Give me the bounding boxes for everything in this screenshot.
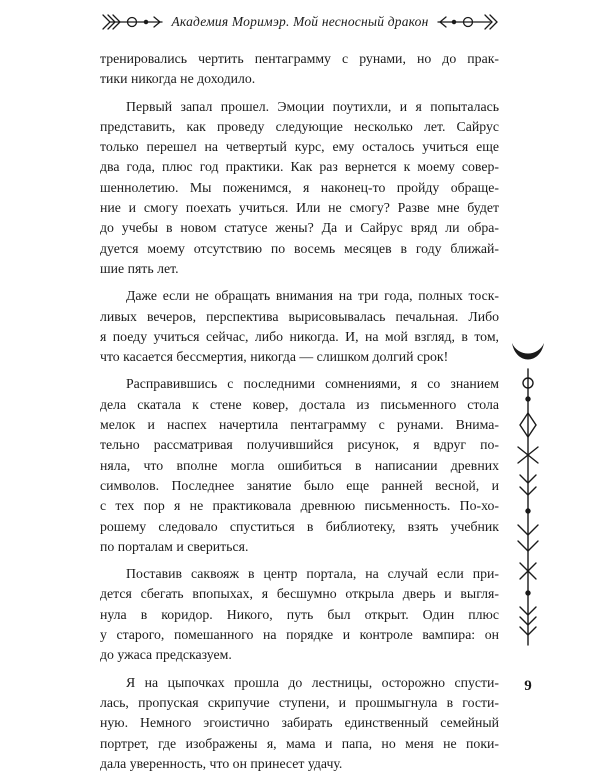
text-line: до учебы в новом статусе жены? Да и Сайрус вряд ли обра-: [100, 220, 499, 236]
text-line: шие пять лет.: [100, 260, 179, 276]
text-line: дется сбегать впопыхах, я бесшумно открыла дверь и выгля-: [100, 586, 499, 602]
text-line: рошему следовало спуститься в библиотеку, взять учебник: [100, 518, 499, 534]
text-line: мелок и наспех начертила пентаграмму с рунами. Внима-: [100, 417, 499, 433]
text-line: дуется моему отсутствию по восемь месяцев в году ближай-: [100, 240, 499, 256]
running-header: [100, 8, 500, 38]
text-line: Первый запал прошел. Эмоции поутихли, и я попыталась: [126, 98, 499, 114]
text-line: я поеду учиться сейчас, либо никогда. И, на мой взгляд, в том,: [100, 328, 499, 344]
crescent-rune-ornament-icon: [506, 335, 550, 655]
text-line: символов. Последнее занятие было еще ранней весной, и: [100, 477, 499, 493]
text-line: представить, как проведу следующие несколько лет. Сайрус: [100, 118, 499, 134]
text-line: ние и смогу поехать учиться. Или не смогу? Разве мне будет: [100, 200, 499, 216]
paragraph: [100, 286, 499, 367]
text-line: няла, что вполне могла ошибиться в написании древних: [100, 457, 499, 473]
text-line: ливых вечеров, перспектива вырисовывалась печальная. Либо: [100, 308, 499, 324]
text-line: что касается бессмертия, никогда — слишком долгий срок!: [100, 349, 449, 365]
text-line: тренировались чертить пентаграмму с рунами, но до прак-: [100, 51, 499, 66]
text-line: лась, пропуская скрипучие ступени, и прошмыгнула в гости-: [100, 694, 499, 710]
text-line: дала уверенность, что он принесет удачу.: [100, 755, 343, 771]
text-line: Поставив саквояж в центр портала, на случай если при-: [126, 566, 499, 582]
text-line: портрет, где изображены я, мама и папа, но меня не поки-: [100, 735, 499, 751]
text-line: Даже если не обращать внимания на три года, полных тоск-: [126, 288, 499, 304]
paragraph: [100, 97, 499, 280]
text-line: только перешел на четвертый курс, ему осталось учиться еще: [100, 139, 499, 155]
page-number: 9: [524, 678, 532, 694]
text-line: нула в коридор. Никого, путь был открыт. Один плюс: [100, 606, 499, 622]
text-line: дела скатала к стене ковер, достала из письменного стола: [100, 396, 499, 412]
text-line: с тех пор я не практиковала древнюю письменность. По-хо-: [100, 498, 499, 514]
paragraph: [100, 49, 499, 90]
text-line: Расправившись с последними сомнениями, я со знанием: [126, 376, 499, 392]
header-title: Академия Моримэр. Мой несносный дракон: [171, 14, 429, 29]
text-line: Я на цыпочках прошла до лестницы, осторожно спусти-: [126, 674, 499, 690]
paragraph: [100, 673, 499, 774]
text-line: тельно рассматривая получившийся рисунок, я вдруг по-: [100, 437, 499, 453]
text-line: два года, плюс год практики. Как раз вернется к моему совер-: [100, 159, 499, 175]
text-line: по порталам и свериться.: [100, 538, 249, 554]
body-text: [100, 49, 499, 774]
paragraph: [100, 374, 499, 557]
text-line: шеннолетию. Мы поженимся, я наконец-то пройду обраще-: [100, 179, 499, 195]
text-line: у старого, помешанного на порядке и контроле вампира: он: [100, 627, 499, 643]
text-line: ную. Немного эгоистично забирать единственный семейный: [100, 715, 499, 731]
arrow-ornament-icon: [100, 11, 164, 33]
text-line: тики никогда не доходило.: [100, 71, 256, 87]
arrow-ornament-icon: [436, 11, 500, 33]
paragraph: [100, 564, 499, 665]
text-line: до ужаса предсказуем.: [100, 647, 232, 663]
